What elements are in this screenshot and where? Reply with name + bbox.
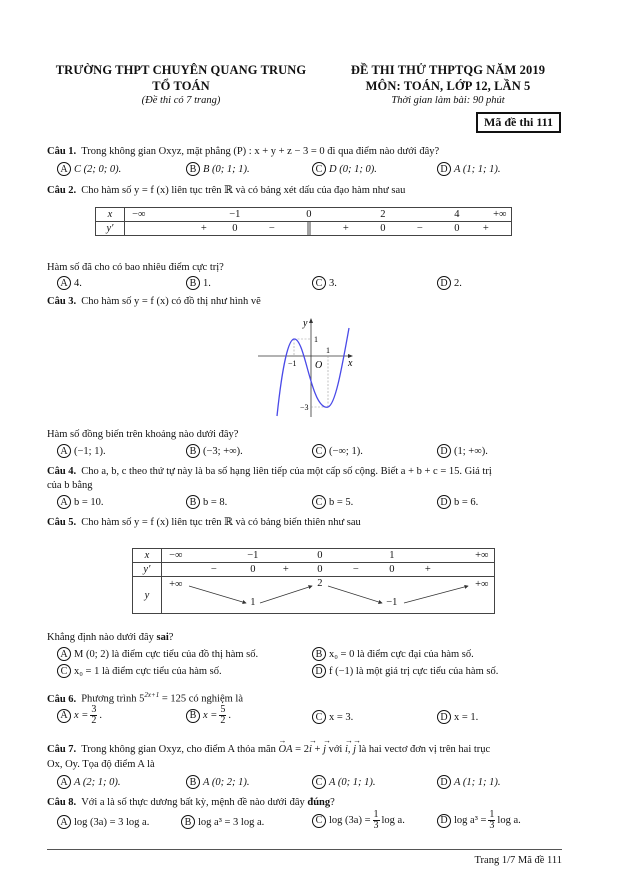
option-c[interactable]	[312, 162, 377, 176]
option-letter: A	[57, 444, 71, 458]
sign: 0	[454, 223, 460, 234]
option-letter: A	[57, 495, 71, 509]
option-text: b = 6.	[454, 496, 479, 508]
tick-x-neg1: −1	[288, 359, 297, 368]
sign: 0	[380, 223, 386, 234]
sign: −	[416, 223, 423, 234]
option-letter: D	[312, 664, 326, 678]
table-header-x: x	[96, 208, 125, 222]
sign: +	[482, 223, 489, 234]
option-text: b = 5.	[329, 496, 354, 508]
option-letter: A	[57, 647, 71, 661]
option-letter: D	[437, 814, 451, 828]
table-header-x: x	[133, 549, 162, 563]
x-axis-label: x	[348, 358, 353, 369]
option-text: b = 10.	[74, 496, 104, 508]
question-3	[47, 296, 261, 307]
yprime-values-row	[124, 222, 511, 236]
y-values-row	[161, 577, 494, 614]
option-text: x = 1.	[454, 711, 479, 723]
arrow-up	[260, 586, 312, 603]
option-d[interactable]	[437, 444, 488, 458]
denominator: 3	[489, 820, 495, 831]
question-label: Câu 4.	[47, 466, 77, 477]
option-b[interactable]	[312, 647, 474, 661]
option-c[interactable]	[312, 444, 363, 458]
option-letter: D	[437, 444, 451, 458]
question-text: Trong không gian Oxyz, cho điểm A thỏa mãn	[81, 744, 279, 755]
exam-title: ĐỀ THI THỬ THPTQG NĂM 2019	[350, 63, 546, 77]
question-text: Cho a, b, c theo thứ tự này là ba số hạng liên tiếp của một cấp số cộng. Biết a + b + c = 15. Giá trị	[81, 466, 492, 477]
option-text: x₀ = 0 là điểm cực đại của hàm số.	[329, 648, 474, 660]
table-header-y: y	[133, 577, 162, 614]
x-value: +∞	[475, 550, 489, 561]
numerator: 1	[373, 809, 379, 820]
x-value: −∞	[169, 550, 183, 561]
option-letter: B	[312, 647, 326, 661]
denominator: 2	[91, 715, 97, 726]
question-label: Câu 3.	[47, 296, 77, 307]
sign: +	[424, 564, 431, 575]
x-values-row	[161, 549, 494, 563]
denominator: 3	[373, 820, 379, 831]
exam-subject: MÔN: TOÁN, LỚP 12, LẦN 5	[365, 79, 531, 93]
question-text-cont: của b bằng	[47, 480, 93, 491]
option-c[interactable]	[312, 495, 353, 509]
question-7	[47, 744, 490, 755]
option-a[interactable]	[57, 276, 82, 290]
prompt-end: ?	[168, 632, 174, 643]
option-end: .	[228, 710, 231, 721]
option-d[interactable]	[437, 775, 500, 789]
x-value: −∞	[132, 209, 146, 220]
option-letter: C	[57, 664, 71, 678]
pages-note: (Đề thi có 7 trang)	[141, 95, 221, 106]
option-text: (−1; 1).	[74, 445, 106, 457]
x-value: −1	[229, 209, 241, 220]
option-b[interactable]	[186, 276, 211, 290]
option-c[interactable]	[312, 810, 405, 831]
question-text: Phương trình 5	[81, 693, 145, 705]
option-letter: C	[312, 162, 326, 176]
option-a[interactable]	[57, 705, 102, 726]
page-footer: Trang 1/7 Mã đề 111	[474, 855, 562, 866]
option-d[interactable]	[437, 710, 478, 724]
sign: +	[342, 223, 349, 234]
question-text: Cho hàm số y = f (x) có đồ thị như hình vẽ	[81, 296, 261, 307]
vector-i: → i	[345, 744, 348, 755]
numerator: 5	[220, 704, 226, 715]
option-text: 3.	[329, 277, 337, 289]
option-letter: B	[181, 815, 195, 829]
option-d[interactable]	[437, 495, 478, 509]
tick-x-1: 1	[326, 346, 330, 355]
question-text: Với a là số thực dương bất kỳ, mệnh đề nào dưới đây	[81, 797, 308, 808]
x-value: 2	[380, 209, 386, 220]
question-label: Câu 5.	[47, 517, 77, 528]
option-letter: A	[57, 775, 71, 789]
sign: 0	[389, 564, 395, 575]
question-prompt: Hàm số đã cho có bao nhiêu điểm cực trị?	[47, 262, 224, 273]
question-label: Câu 8.	[47, 797, 77, 808]
table-header-yprime: y′	[133, 563, 162, 577]
option-letter: B	[186, 775, 200, 789]
option-text: C (2; 0; 0).	[74, 163, 122, 175]
question-6	[47, 691, 243, 705]
option-text: (−3; +∞).	[203, 445, 243, 457]
footer-divider	[47, 849, 562, 850]
option-d[interactable]	[312, 664, 498, 678]
question-text: Cho hàm số y = f (x) liên tục trên ℝ và có bảng biến thiên như sau	[81, 517, 361, 528]
option-c[interactable]	[57, 664, 222, 678]
option-text: (−∞; 1).	[329, 445, 363, 457]
question-label: Câu 7.	[47, 744, 77, 755]
vector-oa: → OA	[279, 744, 293, 755]
function-graph	[255, 318, 355, 418]
question-label: Câu 1.	[47, 146, 77, 157]
question-label: Câu 6.	[47, 693, 77, 705]
option-text: M (0; 2) là điểm cực tiểu của đồ thị hàm số.	[74, 648, 259, 660]
option-text: A (0; 2; 1).	[203, 776, 250, 788]
numerator: 3	[91, 704, 97, 715]
prompt-text: Khẳng định nào dưới đây	[47, 632, 157, 643]
option-end: log a.	[497, 815, 521, 826]
option-text: x =	[74, 710, 89, 721]
denominator: 2	[220, 715, 226, 726]
vector-j: → j	[323, 744, 326, 755]
department-name: TỔ TOÁN	[152, 79, 210, 93]
option-text: b = 8.	[203, 496, 228, 508]
yprime-values-row	[161, 563, 494, 577]
sign: −	[268, 223, 275, 234]
option-d[interactable]	[437, 162, 500, 176]
question-1	[47, 146, 439, 157]
sign: −	[210, 564, 217, 575]
option-a[interactable]	[57, 162, 121, 176]
option-text: A (0; 1; 1).	[329, 776, 376, 788]
option-text: log (3a) = 3 log a.	[74, 816, 150, 828]
vector-i: → i	[309, 744, 312, 755]
sign: 0	[317, 564, 323, 575]
x-value: 0	[317, 550, 323, 561]
sign: 0	[232, 223, 238, 234]
y-value: 2	[317, 578, 323, 589]
exam-time: Thời gian làm bài: 90 phút	[391, 95, 505, 106]
option-text: D (0; 1; 0).	[329, 163, 377, 175]
option-text: B (0; 1; 1).	[203, 163, 250, 175]
fraction	[219, 705, 226, 726]
option-letter: D	[437, 276, 451, 290]
x-value: +∞	[493, 209, 507, 220]
y-axis-arrow	[309, 318, 313, 323]
option-text: A (2; 1; 0).	[74, 776, 121, 788]
option-letter: C	[312, 775, 326, 789]
sign: 0	[250, 564, 256, 575]
option-a[interactable]	[57, 815, 149, 829]
question-text: với	[325, 744, 345, 755]
option-text: x₀ = 1 là điểm cực tiểu của hàm số.	[74, 665, 222, 677]
option-a[interactable]	[57, 647, 258, 661]
question-8	[47, 797, 335, 808]
question-prompt: Hàm số đồng biến trên khoảng nào dưới đây?	[47, 429, 239, 440]
sign: +	[282, 564, 289, 575]
option-b[interactable]	[186, 162, 250, 176]
option-c[interactable]	[312, 276, 337, 290]
exponent: 2x+1	[144, 691, 160, 699]
option-text: f (−1) là một giá trị cực tiểu của hàm số.	[329, 665, 499, 677]
option-letter: C	[312, 276, 326, 290]
question-4	[47, 466, 492, 477]
function-curve	[277, 328, 349, 416]
question-text-end: ?	[330, 797, 335, 808]
option-letter: A	[57, 276, 71, 290]
fraction	[488, 810, 495, 831]
option-letter: D	[437, 710, 451, 724]
option-text: A (1; 1; 1).	[454, 163, 501, 175]
option-text: (1; +∞).	[454, 445, 488, 457]
question-text-cont: Ox, Oy. Tọa độ điểm A là	[47, 759, 155, 770]
option-text: A (1; 1; 1).	[454, 776, 501, 788]
question-text: là hai vectơ đơn vị trên hai trục	[356, 744, 491, 755]
y-axis-label: y	[303, 318, 308, 329]
option-c[interactable]	[312, 775, 375, 789]
option-c[interactable]	[312, 710, 353, 724]
option-letter: B	[186, 276, 200, 290]
exam-code-box: Mã đề thi 111	[476, 112, 561, 133]
option-b[interactable]	[181, 815, 264, 829]
arrow-down	[328, 586, 382, 603]
option-letter: D	[437, 495, 451, 509]
option-letter: B	[186, 444, 200, 458]
school-name: TRƯỜNG THPT CHUYÊN QUANG TRUNG	[55, 63, 307, 77]
question-2	[47, 184, 405, 196]
x-values-row	[124, 208, 511, 222]
option-letter: A	[57, 162, 71, 176]
option-text: log a³ = 3 log a.	[198, 816, 265, 828]
sign: −	[352, 564, 359, 575]
question-text: = 2	[292, 744, 309, 755]
option-letter: C	[312, 710, 326, 724]
x-value: −1	[247, 550, 259, 561]
arrow-up	[404, 586, 468, 603]
prompt-emphasis: sai	[156, 632, 169, 643]
variation-table	[132, 548, 495, 614]
x-value: 0	[306, 209, 312, 220]
question-text: +	[311, 744, 324, 755]
table-header-yprime: y′	[96, 222, 125, 236]
option-letter: D	[437, 775, 451, 789]
question-prompt	[47, 632, 173, 643]
question-text: Trong không gian Oxyz, mặt phẳng (P) : x + y + z − 3 = 0 đi qua điểm nào dưới đây?	[81, 146, 440, 157]
option-text: 4.	[74, 277, 82, 289]
option-letter: A	[57, 709, 71, 723]
option-text: log (3a) =	[329, 815, 371, 826]
option-a[interactable]	[57, 444, 106, 458]
question-emphasis: đúng	[307, 797, 331, 808]
tick-y-1: 1	[314, 335, 318, 344]
option-text: 1.	[203, 277, 211, 289]
option-b[interactable]	[186, 495, 227, 509]
question-text: ,	[347, 744, 354, 755]
y-value: +∞	[475, 579, 489, 590]
option-d[interactable]	[437, 810, 521, 831]
fraction	[373, 810, 380, 831]
option-letter: B	[186, 709, 200, 723]
sign: +	[200, 223, 207, 234]
option-b[interactable]	[186, 444, 243, 458]
x-value: 1	[389, 550, 395, 561]
option-text: x = 3.	[329, 711, 354, 723]
x-value: 4	[454, 209, 460, 220]
numerator: 1	[489, 809, 495, 820]
undefined-marker	[307, 222, 310, 235]
question-5	[47, 516, 361, 528]
question-text-end: = 125 có nghiệm là	[159, 693, 243, 705]
option-text: x =	[203, 710, 218, 721]
variation-arrows	[162, 577, 497, 613]
option-b[interactable]	[186, 705, 231, 726]
question-label: Câu 2.	[47, 185, 77, 196]
fraction	[90, 705, 97, 726]
tick-y-neg3: −3	[300, 403, 309, 412]
option-a[interactable]	[57, 495, 104, 509]
option-letter: B	[186, 495, 200, 509]
option-letter: C	[312, 444, 326, 458]
sign-table	[95, 207, 512, 236]
option-d[interactable]	[437, 276, 462, 290]
option-end: .	[99, 710, 102, 721]
option-letter: C	[312, 495, 326, 509]
option-text: log a³ =	[454, 815, 487, 826]
option-b[interactable]	[186, 775, 249, 789]
option-letter: B	[186, 162, 200, 176]
option-text: 2.	[454, 277, 462, 289]
option-letter: D	[437, 162, 451, 176]
vector-j: → j	[353, 744, 356, 755]
option-letter: C	[312, 814, 326, 828]
option-a[interactable]	[57, 775, 120, 789]
option-letter: A	[57, 815, 71, 829]
arrow-down	[189, 586, 246, 603]
y-value: +∞	[169, 579, 183, 590]
option-end: log a.	[381, 815, 405, 826]
y-value: −1	[386, 597, 398, 608]
y-value: 1	[250, 597, 256, 608]
origin-label: O	[315, 360, 323, 371]
question-text: Cho hàm số y = f (x) liên tục trên ℝ và có bảng xét dấu của đạo hàm như sau	[81, 185, 406, 196]
